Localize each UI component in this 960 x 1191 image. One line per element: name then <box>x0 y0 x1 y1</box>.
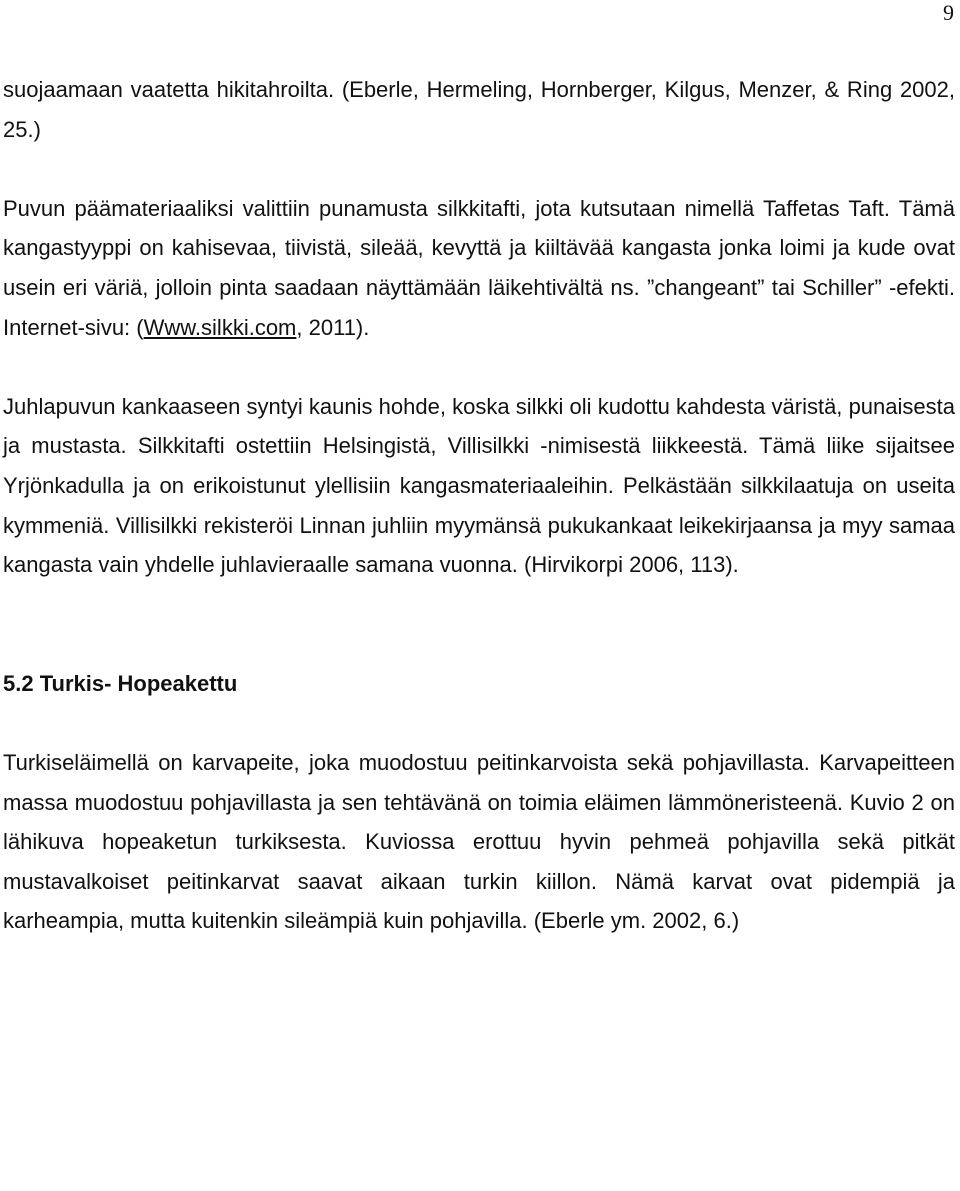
document-body <box>3 70 955 941</box>
paragraph-spacer <box>3 704 955 744</box>
page-number: 9 <box>943 0 954 25</box>
paragraph-spacer <box>3 347 955 387</box>
paragraph-spacer <box>3 624 955 664</box>
paragraph-spacer <box>3 149 955 189</box>
paragraph-spacer <box>3 585 955 625</box>
paragraph-2 <box>3 189 955 347</box>
silkki-link[interactable]: Www.silkki.com <box>143 314 297 340</box>
section-heading: 5.2 Turkis- Hopeakettu <box>3 670 238 696</box>
paragraph-1: suojaamaan vaatetta hikitahroilta. (Eberle, Hermeling, Hornberger, Kilgus, Menzer, & Ring 2002, 25.) <box>3 77 955 142</box>
paragraph-2-text: Puvun päämateriaaliksi valittiin punamusta silkkitafti, jota kutsutaan nimellä Taffetas Taft. Tämä kangastyyppi on kahisevaa, tiivistä, sileää, kevyttä ja kiiltävää kangasta jonka loimi ja kude ovat usein eri väriä, jolloin pinta saadaan näyttämään läikehtivältä ns. ”changeant” tai Schiller” -efekti. Internet-sivu: ( <box>3 195 955 340</box>
paragraph-2-tail: , 2011). <box>296 314 370 340</box>
paragraph-3: Juhlapuvun kankaaseen syntyi kaunis hohde, koska silkki oli kudottu kahdesta väristä, punaisesta ja mustasta. Silkkitafti ostettiin Helsingistä, Villisilkki -nimisestä liikkeestä. Tämä liike sijaitsee Yrjönkadulla ja on erikoistunut ylellisiin kangasmateriaaleihin. Pelkästään silkkilaatuja on useita kymmeniä. Villisilkki rekisteröi Linnan juhliin myymänsä pukukankaat leikekirjaansa ja myy samaa kangasta vain yhdelle juhlavieraalle samana vuonna. (Hirvikorpi 2006, 113). <box>3 393 955 578</box>
paragraph-4: Turkiseläimellä on karvapeite, joka muodostuu peitinkarvoista sekä pohjavillasta. Karvapeitteen massa muodostuu pohjavillasta ja sen tehtävänä on toimia eläimen lämmöneristeenä. Kuvio 2 on lähikuva hopeaketun turkiksesta. Kuviossa erottuu hyvin pehmeä pohjavilla sekä pitkät mustavalkoiset peitinkarvat saavat aikaan turkin kiillon. Nämä karvat ovat pidempiä ja karheampia, mutta kuitenkin sileämpiä kuin pohjavilla. (Eberle ym. 2002, 6.) <box>3 750 955 934</box>
